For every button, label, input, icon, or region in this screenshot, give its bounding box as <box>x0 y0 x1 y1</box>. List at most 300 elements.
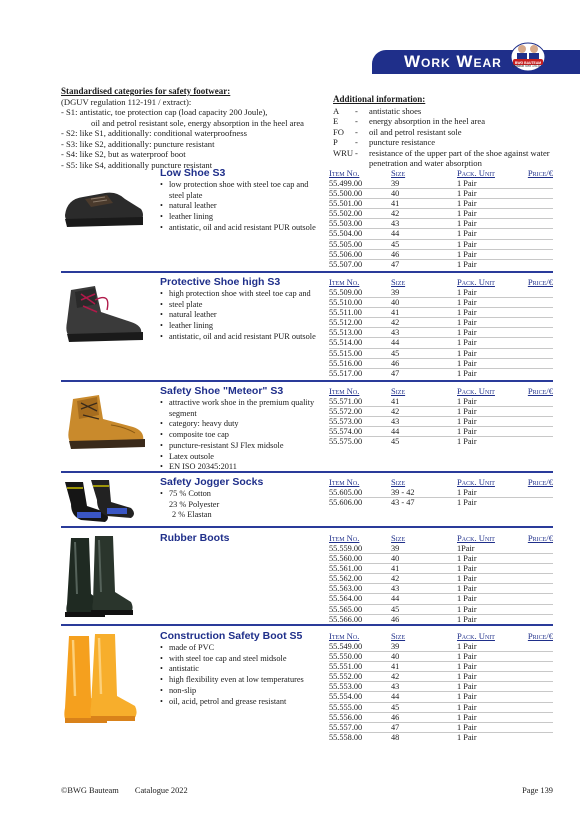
table-row <box>329 417 553 427</box>
product-low-shoe-s3 <box>61 167 553 271</box>
item-no: 55.517.00 <box>329 368 363 378</box>
code: WRU <box>333 147 354 158</box>
item-no: 55.510.00 <box>329 298 363 308</box>
col-item-no: Item No. <box>329 386 360 396</box>
col-pack-unit: Pack. Unit <box>457 277 495 287</box>
item-no: 55.564.00 <box>329 594 363 604</box>
table-header <box>329 167 553 179</box>
code-row <box>333 137 563 148</box>
pack-unit: 1 Pair <box>457 219 477 229</box>
size: 40 <box>391 652 400 662</box>
standard-s5: - S5: like S4, additionally puncture resistant <box>61 159 213 170</box>
pack-unit: 1 Pair <box>457 298 477 308</box>
size: 47 <box>391 259 400 269</box>
pack-unit: 1 Pair <box>457 318 477 328</box>
pack-unit: 1 Pair <box>457 564 477 574</box>
size: 41 <box>391 564 400 574</box>
product-safety-shoe-meteor-s3 <box>61 385 553 471</box>
size-table <box>329 630 553 743</box>
item-no: 55.562.00 <box>329 574 363 584</box>
size: 42 <box>391 574 400 584</box>
feature-item: • made of PVC <box>160 643 340 654</box>
product-features <box>160 643 340 707</box>
table-row <box>329 574 553 584</box>
pack-unit: 1 Pair <box>457 662 477 672</box>
pack-unit: 1 Pair <box>457 702 477 712</box>
section-divider <box>61 526 553 528</box>
size: 40 <box>391 189 400 199</box>
feature-item: • Latex outsole <box>160 452 340 463</box>
section-divider <box>61 624 553 626</box>
item-no: 55.565.00 <box>329 604 363 614</box>
col-size: Size <box>391 168 406 178</box>
item-no: 55.506.00 <box>329 249 363 259</box>
feature-item: • natural leather <box>160 201 340 212</box>
item-no: 55.574.00 <box>329 427 363 437</box>
code-dash: - <box>355 137 358 147</box>
pack-unit: 1 Pair <box>457 328 477 338</box>
product-protective-shoe-high-s3 <box>61 276 553 380</box>
code-dash: - <box>355 105 358 116</box>
size: 42 <box>391 209 400 219</box>
size: 44 <box>391 594 400 604</box>
item-no: 55.605.00 <box>329 488 363 497</box>
pack-unit: 1 Pair <box>457 682 477 692</box>
standard-s2: - S2: like S1, additionally: conditional waterproofness <box>61 128 247 138</box>
size: 46 <box>391 358 400 368</box>
item-no: 55.558.00 <box>329 732 363 742</box>
size: 43 - 47 <box>391 498 415 508</box>
pack-unit: 1 Pair <box>457 239 477 249</box>
table-row <box>329 488 553 498</box>
rubber-boots-image <box>61 534 141 620</box>
table-row <box>329 544 553 554</box>
col-pack-unit: Pack. Unit <box>457 386 495 396</box>
high-shoe-image <box>61 282 147 352</box>
table-row <box>329 498 553 508</box>
size: 45 <box>391 239 400 249</box>
pack-unit: 1 Pair <box>457 437 477 447</box>
feature-item: • antistatic <box>160 664 340 675</box>
pack-unit: 1 Pair <box>457 189 477 199</box>
size: 39 <box>391 288 400 297</box>
footer-catalogue: Catalogue 2022 <box>134 786 188 795</box>
feature-item: • antistatic, oil and acid resistant PUR outsole <box>160 223 340 234</box>
size: 39 - 42 <box>391 488 415 497</box>
pack-unit: 1 Pair <box>457 692 477 702</box>
col-price: Price/€ <box>527 277 553 287</box>
item-no: 55.503.00 <box>329 219 363 229</box>
product-features <box>160 398 340 473</box>
size: 41 <box>391 397 400 406</box>
table-row <box>329 605 553 615</box>
table-row <box>329 179 553 189</box>
pack-unit: 1 Pair <box>457 199 477 209</box>
col-size: Size <box>391 477 406 487</box>
table-row <box>329 662 553 672</box>
table-row <box>329 189 553 199</box>
item-no: 55.560.00 <box>329 554 363 564</box>
item-no: 55.500.00 <box>329 189 363 199</box>
item-no: 55.499.00 <box>329 179 363 188</box>
construction-boot-image <box>61 632 145 728</box>
product-rubber-boots <box>61 532 553 624</box>
table-row <box>329 199 553 209</box>
table-row <box>329 240 553 250</box>
code: A <box>333 105 340 116</box>
item-no: 55.549.00 <box>329 642 363 651</box>
feature-item: segment <box>169 408 197 418</box>
code-row <box>333 116 563 127</box>
pack-unit: 1 Pair <box>457 259 477 269</box>
col-item-no: Item No. <box>329 477 360 487</box>
table-row <box>329 672 553 682</box>
table-row <box>329 338 553 348</box>
table-row <box>329 682 553 692</box>
col-price: Price/€ <box>527 168 553 178</box>
item-no: 55.550.00 <box>329 652 363 662</box>
item-no: 55.573.00 <box>329 417 363 427</box>
pack-unit: 1 Pair <box>457 417 477 427</box>
size: 43 <box>391 682 400 692</box>
pack-unit: 1 Pair <box>457 722 477 732</box>
logo-caption: Qualitat Seit 1915 <box>512 64 540 68</box>
product-title: Safety Shoe "Meteor" S3 <box>160 385 284 397</box>
feature-item: 2 % Elastan <box>172 510 212 520</box>
col-item-no: Item No. <box>329 533 360 543</box>
standards-heading: Standardised categories for safety footwear: <box>61 86 231 96</box>
table-row <box>329 594 553 604</box>
pack-unit: 1 Pair <box>457 554 477 564</box>
product-construction-safety-boot-s5 <box>61 630 553 746</box>
code-dash: - <box>355 147 358 158</box>
feature-item: • leather lining <box>160 321 340 332</box>
pack-unit: 1 Pair <box>457 732 477 742</box>
pack-unit: 1 Pair <box>457 249 477 259</box>
feature-item: • category: heavy duty <box>160 419 340 430</box>
table-row <box>329 288 553 298</box>
pack-unit: 1 Pair <box>457 574 477 584</box>
pack-unit: 1 Pair <box>457 584 477 594</box>
size: 46 <box>391 712 400 722</box>
table-header <box>329 630 553 642</box>
col-size: Size <box>391 631 406 641</box>
col-size: Size <box>391 277 406 287</box>
code-dash: - <box>355 116 358 126</box>
table-row <box>329 713 553 723</box>
item-no: 55.551.00 <box>329 662 363 672</box>
feature-item: • EN ISO 20345:2011 <box>160 462 340 473</box>
table-row <box>329 584 553 594</box>
size: 44 <box>391 229 400 239</box>
pack-unit: 1 Pair <box>457 348 477 358</box>
table-row <box>329 308 553 318</box>
product-features <box>160 180 340 234</box>
size: 40 <box>391 554 400 564</box>
col-price: Price/€ <box>527 477 553 487</box>
col-pack-unit: Pack. Unit <box>457 533 495 543</box>
section-divider <box>61 271 553 273</box>
col-price: Price/€ <box>527 631 553 641</box>
pack-unit: 1 Pair <box>457 288 477 297</box>
size: 41 <box>391 199 400 209</box>
footwear-standards <box>61 86 331 170</box>
col-price: Price/€ <box>527 533 553 543</box>
table-row <box>329 733 553 743</box>
table-row <box>329 328 553 338</box>
product-title: Protective Shoe high S3 <box>160 276 281 288</box>
item-no: 55.556.00 <box>329 712 363 722</box>
table-row <box>329 349 553 359</box>
size-table <box>329 167 553 270</box>
pack-unit: 1 Pair <box>457 368 477 378</box>
pack-unit: 1 Pair <box>457 652 477 662</box>
table-row <box>329 359 553 369</box>
table-row <box>329 318 553 328</box>
item-no: 55.571.00 <box>329 397 363 406</box>
page-banner <box>0 0 580 74</box>
item-no: 55.572.00 <box>329 407 363 417</box>
footer-copyright: ©BWG Bauteam <box>61 786 119 795</box>
size: 40 <box>391 298 400 308</box>
pack-unit: 1 Pair <box>457 338 477 348</box>
feature-item: • non-slip <box>160 686 340 697</box>
size-table <box>329 532 553 625</box>
standards-regulation: (DGUV regulation 112-191 / extract): <box>61 96 192 107</box>
feature-item: • composite toe cap <box>160 430 340 441</box>
section-divider <box>61 380 553 382</box>
code-dash: - <box>355 126 358 137</box>
item-no: 55.504.00 <box>329 229 363 239</box>
code-row <box>333 127 563 138</box>
feature-item: • low protection shoe with steel toe cap and <box>160 180 340 191</box>
size-table <box>329 385 553 447</box>
pack-unit: 1 Pair <box>457 308 477 318</box>
feature-item: • natural leather <box>160 310 340 321</box>
feature-item: • 75 % Cotton <box>160 489 340 500</box>
pack-unit: 1 Pair <box>457 672 477 682</box>
pack-unit: 1 Pair <box>457 209 477 219</box>
code-row <box>333 106 563 117</box>
feature-item: • puncture-resistant SJ Flex midsole <box>160 441 340 452</box>
pack-unit: 1 Pair <box>457 179 477 188</box>
size: 41 <box>391 308 400 318</box>
product-title: Construction Safety Boot S5 <box>160 630 303 642</box>
item-no: 55.557.00 <box>329 722 363 732</box>
item-no: 55.511.00 <box>329 308 362 318</box>
size: 44 <box>391 427 400 437</box>
size: 47 <box>391 368 400 378</box>
table-row <box>329 427 553 437</box>
additional-information <box>333 86 563 169</box>
banner-title: Work Wear <box>404 52 502 71</box>
table-row <box>329 564 553 574</box>
item-no: 55.516.00 <box>329 358 363 368</box>
table-row <box>329 298 553 308</box>
item-no: 55.561.00 <box>329 564 363 574</box>
table-row <box>329 692 553 702</box>
pack-unit: 1 Pair <box>457 604 477 614</box>
pack-unit: 1 Pair <box>457 498 477 508</box>
col-item-no: Item No. <box>329 631 360 641</box>
col-pack-unit: Pack. Unit <box>457 168 495 178</box>
size: 45 <box>391 604 400 614</box>
code: E <box>333 116 339 126</box>
item-no: 55.515.00 <box>329 348 363 358</box>
section-divider <box>61 471 553 473</box>
table-header <box>329 476 553 488</box>
table-row <box>329 554 553 564</box>
standard-s4: - S4: like S2, but as waterproof boot <box>61 149 186 159</box>
col-item-no: Item No. <box>329 168 360 178</box>
item-no: 55.555.00 <box>329 702 363 712</box>
product-title: Low Shoe S3 <box>160 167 226 179</box>
item-no: 55.566.00 <box>329 614 363 624</box>
item-no: 55.512.00 <box>329 318 363 328</box>
size: 39 <box>391 642 400 651</box>
code: FO <box>333 126 344 137</box>
size: 45 <box>391 702 400 712</box>
code-text: resistance of the upper part of the shoe against water penetration and water absorption <box>369 147 550 168</box>
size: 39 <box>391 179 400 188</box>
item-no: 55.575.00 <box>329 437 363 447</box>
code-row <box>333 148 563 169</box>
feature-item: • with steel toe cap and steel midsole <box>160 654 340 665</box>
feature-item: steel plate <box>169 190 203 200</box>
feature-item: • oil, acid, petrol and grease resistant <box>160 697 340 708</box>
size: 43 <box>391 328 400 338</box>
size: 46 <box>391 614 400 624</box>
feature-item: • attractive work shoe in the premium quality <box>160 398 340 409</box>
item-no: 55.514.00 <box>329 338 363 348</box>
product-features <box>160 289 340 343</box>
standard-s3: - S3: like S2, additionally: puncture resistant <box>61 138 215 149</box>
pack-unit: 1 Pair <box>457 229 477 239</box>
pack-unit: 1 Pair <box>457 594 477 604</box>
low-shoe-image <box>61 175 147 237</box>
pack-unit: 1 Pair <box>457 614 477 624</box>
logo-text: BWG BAUTEAM <box>514 60 542 65</box>
size: 46 <box>391 249 400 259</box>
item-no: 55.559.00 <box>329 544 363 553</box>
table-row <box>329 407 553 417</box>
size: 42 <box>391 672 400 682</box>
pack-unit: 1 Pair <box>457 407 477 417</box>
size: 48 <box>391 732 400 742</box>
code-text: oil and petrol resistant sole <box>369 126 462 137</box>
item-no: 55.505.00 <box>329 239 363 249</box>
item-no: 55.563.00 <box>329 584 363 594</box>
size: 43 <box>391 417 400 427</box>
size: 43 <box>391 584 400 594</box>
table-row <box>329 260 553 270</box>
col-size: Size <box>391 533 406 543</box>
table-row <box>329 397 553 407</box>
feature-item: • high protection shoe with steel toe cap and <box>160 289 340 300</box>
feature-item: 23 % Polyester <box>169 499 220 509</box>
pack-unit: 1 Pair <box>457 427 477 437</box>
size: 44 <box>391 338 400 348</box>
table-row <box>329 703 553 713</box>
col-pack-unit: Pack. Unit <box>457 477 495 487</box>
col-price: Price/€ <box>527 386 553 396</box>
table-row <box>329 642 553 652</box>
pack-unit: 1 Pair <box>457 358 477 368</box>
col-size: Size <box>391 386 406 396</box>
code-text: energy absorption in the heel area <box>369 116 486 126</box>
item-no: 55.513.00 <box>329 328 363 338</box>
size: 43 <box>391 219 400 229</box>
product-title: Rubber Boots <box>160 532 230 544</box>
item-no: 55.509.00 <box>329 288 363 297</box>
size: 47 <box>391 722 400 732</box>
item-no: 55.553.00 <box>329 682 363 692</box>
size: 45 <box>391 348 400 358</box>
table-header <box>329 532 553 544</box>
table-row <box>329 250 553 260</box>
item-no: 55.507.00 <box>329 259 363 269</box>
size: 41 <box>391 662 400 672</box>
feature-item: • antistatic, oil and acid resistant PUR outsole <box>160 332 340 343</box>
pack-unit: 1 Pair <box>457 712 477 722</box>
size: 42 <box>391 318 400 328</box>
table-row <box>329 437 553 447</box>
code-text: antistatic shoes <box>369 105 422 116</box>
standard-s1: - S1: antistatic, toe protection cap (load capacity 200 Joule), <box>61 107 268 117</box>
feature-item: • steel plate <box>160 300 340 311</box>
size: 45 <box>391 437 400 447</box>
code: P <box>333 137 338 147</box>
item-no: 55.606.00 <box>329 498 363 508</box>
code-text: puncture resistance <box>369 137 436 147</box>
item-no: 55.502.00 <box>329 209 363 219</box>
pack-unit: 1 Pair <box>457 397 477 406</box>
product-safety-jogger-socks <box>61 476 553 526</box>
standard-s1-cont: oil and petrol resistant sole, energy absorption in the heel area <box>91 117 304 128</box>
table-row <box>329 219 553 229</box>
pack-unit: 1Pair <box>457 544 475 553</box>
feature-item: • high flexibility even at low temperatures <box>160 675 340 686</box>
col-item-no: Item No. <box>329 277 360 287</box>
table-row <box>329 723 553 733</box>
product-title: Safety Jogger Socks <box>160 476 264 488</box>
product-features <box>160 489 340 521</box>
table-row <box>329 652 553 662</box>
footer-left <box>61 786 188 795</box>
socks-image <box>61 478 141 524</box>
pack-unit: 1 Pair <box>457 642 477 651</box>
table-header <box>329 276 553 288</box>
size: 44 <box>391 692 400 702</box>
meteor-shoe-image <box>61 389 149 459</box>
footer-page-number: Page 139 <box>522 786 553 795</box>
size-table <box>329 476 553 508</box>
table-header <box>329 385 553 397</box>
table-row <box>329 229 553 239</box>
size: 42 <box>391 407 400 417</box>
feature-item: • leather lining <box>160 212 340 223</box>
item-no: 55.552.00 <box>329 672 363 682</box>
additional-info-heading: Additional information: <box>333 94 426 104</box>
size-table <box>329 276 553 379</box>
col-pack-unit: Pack. Unit <box>457 631 495 641</box>
pack-unit: 1 Pair <box>457 488 477 497</box>
size: 39 <box>391 544 400 553</box>
table-row <box>329 369 553 379</box>
item-no: 55.501.00 <box>329 199 363 209</box>
table-row <box>329 209 553 219</box>
item-no: 55.554.00 <box>329 692 363 702</box>
